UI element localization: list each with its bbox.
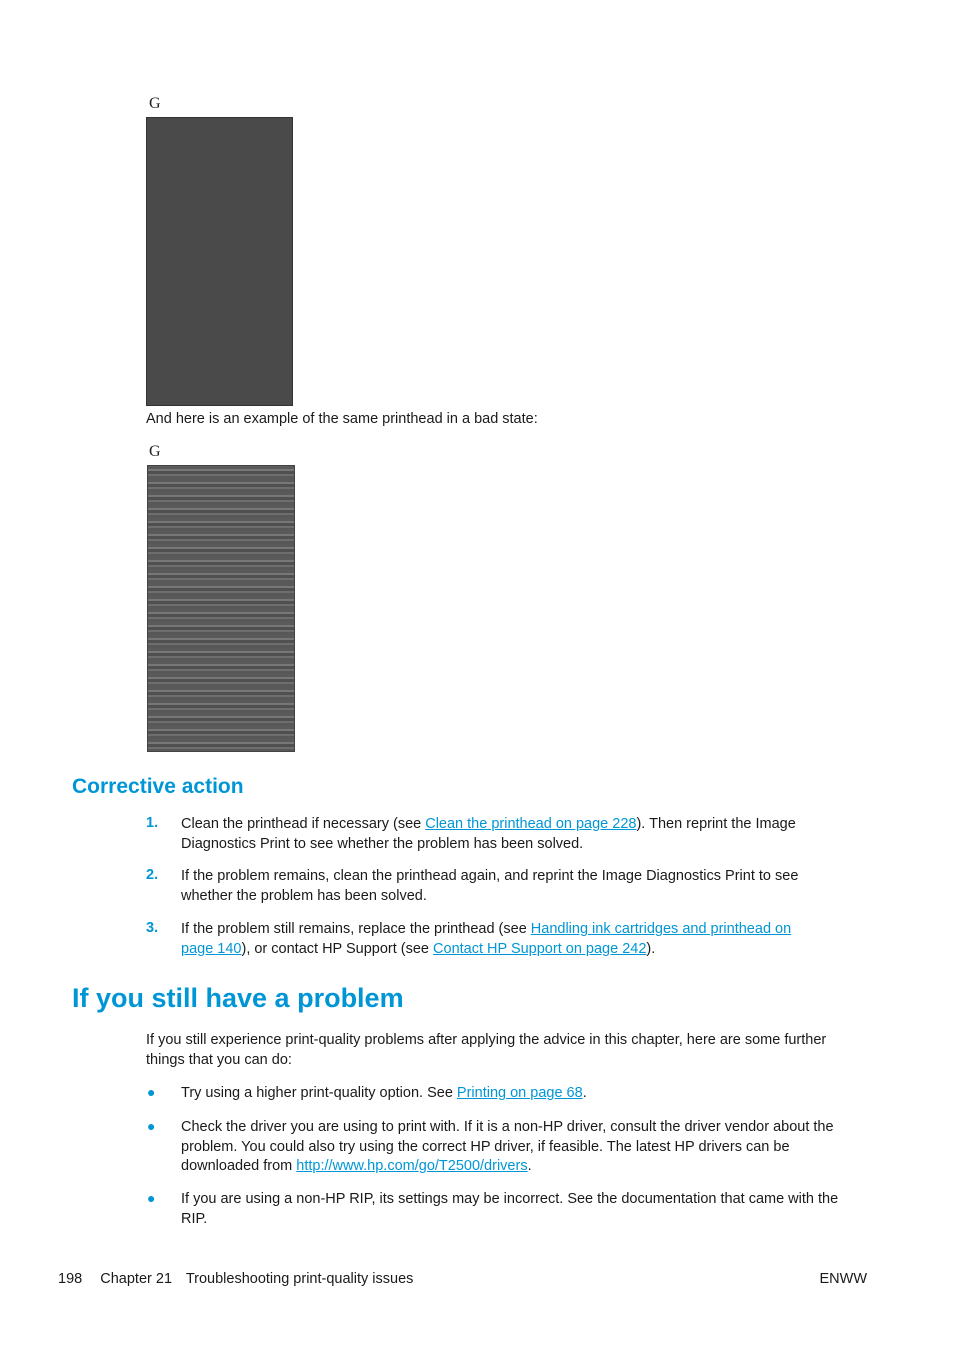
bullet-3-text: If you are using a non-HP RIP, its settings may be incorrect. See the documentation that came with the RIP. — [181, 1191, 839, 1227]
footer-locale: ENWW — [819, 1271, 867, 1287]
bullet-2-icon: ● — [147, 1118, 156, 1134]
chapter-label: Chapter 21 — [100, 1271, 173, 1287]
intro-bad-text: And here is an example of the same printhead in a bad state: — [146, 411, 538, 427]
bullet-3-icon: ● — [147, 1190, 156, 1206]
bullet-2-text: Check the driver you are using to print with. If it is a non-HP driver, consult the driver vendor about the problem. You could also try using the correct HP driver, if feasible. The latest HP drivers can be downloaded from http://www.hp.com/go/T2500/drivers. — [181, 1119, 834, 1174]
bullet-1-icon: ● — [147, 1084, 156, 1100]
printhead-good-swatch — [146, 117, 293, 406]
corrective-action-heading: Corrective action — [72, 775, 244, 798]
contact-hp-support-link[interactable]: Contact HP Support on page 242 — [433, 940, 647, 957]
printhead-bad-swatch — [147, 465, 295, 752]
hp-drivers-link[interactable]: http://www.hp.com/go/T2500/drivers — [296, 1158, 528, 1174]
step-2-text: If the problem remains, clean the printhead again, and reprint the Image Diagnostics Print to see whether the problem has been solved. — [181, 868, 799, 904]
handling-ink-link[interactable]: Handling ink cartridges and printhead on page 140 — [181, 921, 792, 957]
step-2-number: 2. — [146, 867, 159, 883]
step-1-number: 1. — [146, 815, 159, 831]
figure-bad-label: G — [149, 443, 161, 460]
page-number: 198 — [58, 1271, 83, 1287]
chapter-title: Troubleshooting print-quality issues — [185, 1271, 414, 1287]
bullet-1-text: Try using a higher print-quality option. See Printing on page 68. — [181, 1085, 587, 1101]
still-problem-heading: If you still have a problem — [72, 983, 404, 1013]
step-1-text: Clean the printhead if necessary (see Clean the printhead on page 228). Then reprint the Image Diagnostics Print to see whether the problem has been solved. — [181, 816, 796, 852]
still-problem-intro: If you still experience print-quality problems after applying the advice in this chapter, here are some further things that you can do: — [146, 1032, 827, 1068]
page-footer — [58, 1271, 413, 1287]
step-3-text: If the problem still remains, replace the printhead (see Handling ink cartridges and printhead on page 140), or contact HP Support (see Contact HP Support on page 242). — [181, 921, 792, 957]
printing-link[interactable]: Printing on page 68 — [456, 1085, 583, 1101]
step-3-number: 3. — [146, 920, 159, 936]
figure-good-label: G — [149, 95, 161, 112]
clean-printhead-link[interactable]: Clean the printhead on page 228 — [425, 816, 637, 832]
